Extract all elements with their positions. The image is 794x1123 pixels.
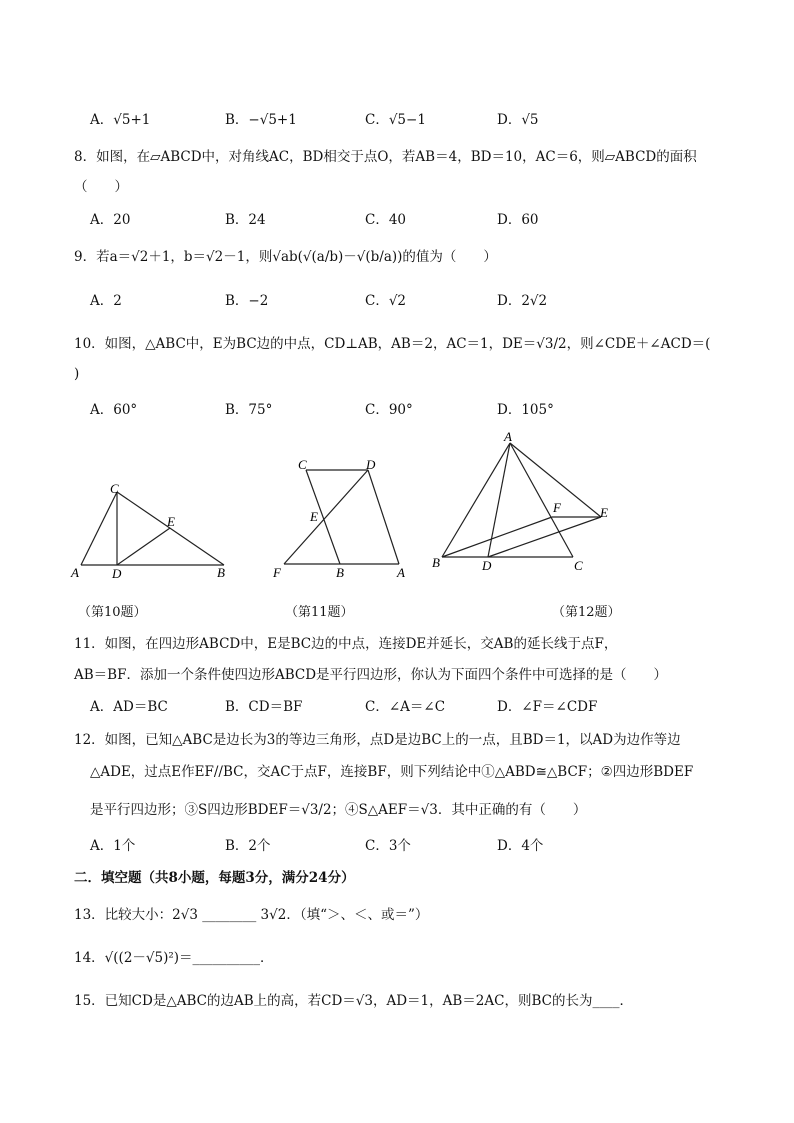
q7-option-b: B．−√5+1 <box>225 112 297 128</box>
fig11-label-b: B <box>336 565 344 580</box>
q11-option-d: D．∠F＝∠CDF <box>497 699 598 715</box>
q8-option-b: B．24 <box>225 212 266 228</box>
fig10-label-c: C <box>110 481 119 496</box>
q11-option-a: A．AD＝BC <box>90 699 168 715</box>
q12-line1: 12．如图，已知△ABC是边长为3的等边三角形，点D是边BC上的一点，且BD＝1，以AD为边作等边 <box>74 732 681 748</box>
fig12-label-a: A <box>504 429 512 444</box>
q12-option-d: D．4个 <box>497 838 544 854</box>
q11-option-c: C．∠A＝∠C <box>365 699 446 715</box>
fig12-label-c: C <box>574 558 583 573</box>
q10-text: 10．如图，△ABC中，E为BC边的中点，CD⊥AB，AB＝2，AC＝1，DE＝√3/2，则∠CDE＋∠ACD＝( <box>74 336 711 352</box>
q12-option-c: C．3个 <box>365 838 411 854</box>
q9-option-a: A．2 <box>90 293 122 309</box>
q10-blank: ) <box>74 366 80 382</box>
q14-text: 14．√((2－√5)²)＝__________． <box>74 950 274 966</box>
section-2-heading: 二．填空题（共8小题，每题3分，满分24分） <box>74 870 355 886</box>
fig12-label-f: F <box>553 500 561 515</box>
q9-option-b: B．−2 <box>225 293 269 309</box>
fig10-caption: （第10题） <box>78 605 147 620</box>
q8-blank: （ ） <box>74 179 128 195</box>
fig12-label-e: E <box>600 505 608 520</box>
q10-option-a: A．60° <box>90 402 138 418</box>
q7-option-c: C．√5−1 <box>365 112 426 128</box>
q11-option-b: B．CD＝BF <box>225 699 303 715</box>
fig10-label-d: D <box>112 566 122 581</box>
q8-option-c: C．40 <box>365 212 407 228</box>
q7-option-d: D．√5 <box>497 112 539 128</box>
q10-option-d: D．105° <box>497 402 554 418</box>
figure-12 <box>442 443 601 557</box>
q8-text: 8．如图，在▱ABCD中，对角线AC，BD相交于点O，若AB＝4，BD＝10，AC＝6，则▱ABCD的面积 <box>74 149 697 165</box>
fig11-label-a: A <box>397 565 405 580</box>
fig11-label-e: E <box>310 509 318 524</box>
q15-text: 15．已知CD是△ABC的边AB上的高，若CD＝√3，AD＝1，AB＝2AC，则BC的长为____． <box>74 993 633 1009</box>
q12-option-b: B．2个 <box>225 838 271 854</box>
q12-line3: 是平行四边形；③S四边形BDEF＝√3/2；④S△AEF＝√3．其中正确的有（ ） <box>90 802 587 818</box>
fig12-label-d: D <box>482 558 492 573</box>
q9-option-d: D．2√2 <box>497 293 548 309</box>
fig10-label-a: A <box>71 565 79 580</box>
q7-option-a: A．√5+1 <box>90 112 151 128</box>
q10-option-b: B．75° <box>225 402 273 418</box>
q11-line1: 11．如图，在四边形ABCD中，E是BC边的中点，连接DE并延长，交AB的延长线于点F， <box>74 636 618 652</box>
fig11-label-d: D <box>366 457 376 472</box>
fig11-label-c: C <box>298 457 307 472</box>
fig10-label-b: B <box>217 565 225 580</box>
fig12-label-b: B <box>432 555 440 570</box>
figure-10 <box>81 492 224 565</box>
q12-option-a: A．1个 <box>90 838 136 854</box>
q8-option-a: A．20 <box>90 212 131 228</box>
fig11-label-f: F <box>273 565 281 580</box>
q12-line2: △ADE，过点E作EF//BC，交AC于点F，连接BF，则下列结论中①△ABD≅△BCF；②四边形BDEF <box>90 764 694 780</box>
figures-area <box>0 425 794 595</box>
q10-option-c: C．90° <box>365 402 413 418</box>
q9-option-c: C．√2 <box>365 293 407 309</box>
figure-11 <box>284 470 399 564</box>
fig10-label-e: E <box>167 514 175 529</box>
q13-text: 13．比较大小：2√3 ________ 3√2．（填“＞、＜、或＝”） <box>74 907 429 923</box>
fig12-caption: （第12题） <box>552 605 621 620</box>
q11-line2: AB＝BF．添加一个条件使四边形ABCD是平行四边形，你认为下面四个条件中可选择的是（ ） <box>74 667 668 683</box>
q8-option-d: D．60 <box>497 212 539 228</box>
fig11-caption: （第11题） <box>285 605 354 620</box>
q9-text: 9．若a＝√2＋1，b＝√2－1，则√ab(√(a/b)－√(b/a))的值为（ ） <box>74 249 497 265</box>
